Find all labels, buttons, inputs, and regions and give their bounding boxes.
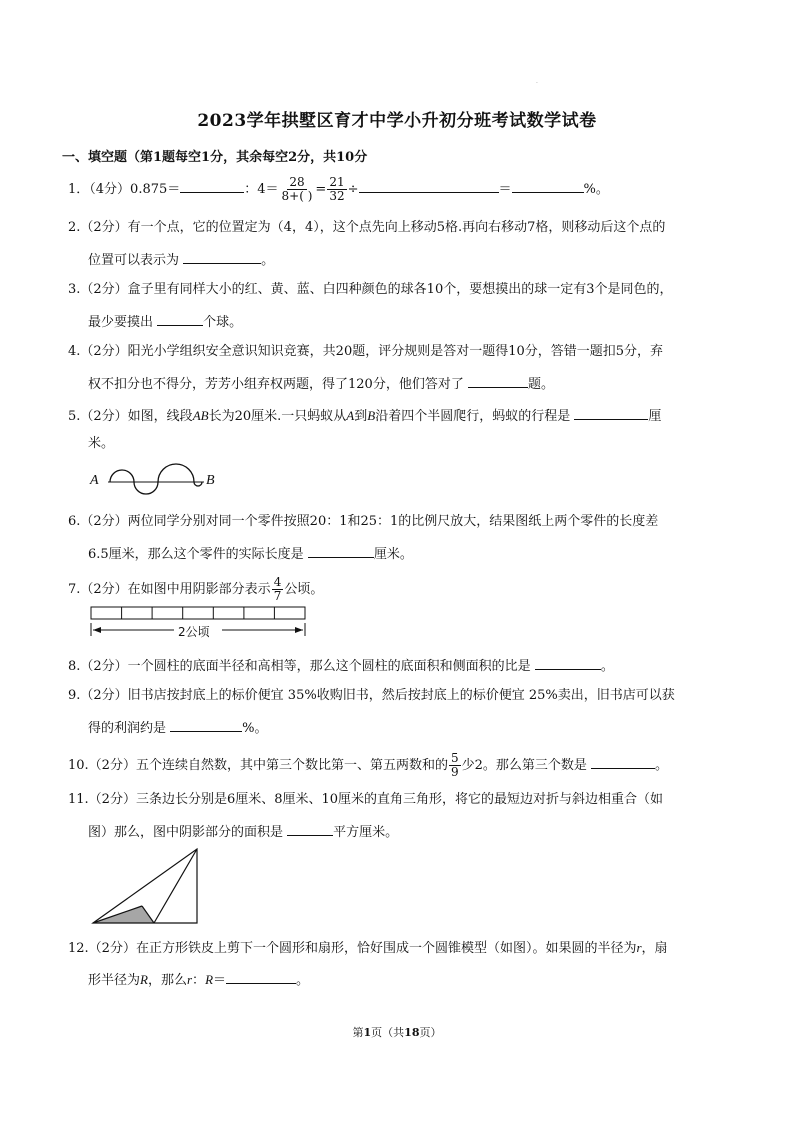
- question-12: [68, 940, 668, 957]
- question-6: 6.（2分）两位同学分别对同一个零件按照20：1和25：1的比例尺放大，结果图纸上两个零件的长度差: [68, 514, 659, 529]
- footer-text: 页）: [419, 1026, 442, 1039]
- answer-blank[interactable]: [183, 250, 261, 264]
- q5-text: 长为20厘米.一只蚂蚁从: [208, 409, 347, 424]
- fraction: [272, 576, 284, 603]
- answer-blank[interactable]: [226, 970, 296, 984]
- point-b-label: B: [206, 473, 215, 488]
- answer-blank[interactable]: [591, 755, 655, 769]
- question-8: [68, 656, 614, 675]
- q6-text: 厘米。: [373, 547, 413, 562]
- answer-blank[interactable]: [359, 179, 499, 193]
- section-heading: 一、填空题（第1题每空1分，其余每空2分，共10分: [62, 150, 368, 165]
- question-7: [68, 576, 323, 603]
- q6-text: 6.5厘米，那么这个零件的实际长度是: [88, 547, 304, 562]
- dimension-label: 2公顷: [178, 625, 210, 639]
- variable-R: R: [140, 972, 148, 987]
- footer-text: 页（共: [371, 1026, 405, 1039]
- question-9: 9.（2分）旧书店按封底上的标价便宜 35%收购旧书，然后按封底上的标价便宜 25%卖出，旧书店可以获: [68, 688, 675, 703]
- q4-text: 权不扣分也不得分，芳芳小组弃权两题，得了120分，他们答对了: [88, 377, 464, 392]
- answer-blank[interactable]: [535, 656, 601, 670]
- hectare-bar-figure: [90, 606, 308, 648]
- q7-text: 公顷。: [284, 582, 324, 597]
- answer-blank[interactable]: [468, 374, 528, 388]
- answer-blank[interactable]: [574, 406, 648, 420]
- bar-dividers: [122, 607, 275, 619]
- page-total: 18: [404, 1026, 420, 1039]
- q5-text: 厘: [648, 409, 662, 424]
- q1-text: 1．（4分）0.875＝: [68, 182, 181, 197]
- fraction-denominator: 8+( ): [281, 189, 313, 203]
- fraction-numerator: 21: [329, 175, 345, 189]
- q5-text: 沿着四个半圆爬行，蚂蚁的行程是: [375, 409, 571, 424]
- question-3: 3.（2分）盒子里有同样大小的红、黄、蓝、白四种颜色的球各10个，要想摸出的球一定有3个是同色的，: [68, 282, 673, 297]
- fraction-numerator: 28: [289, 175, 305, 189]
- point-label: B: [367, 408, 376, 423]
- question-11: 11.（2分）三条边长分别是6厘米、8厘米、10厘米的直角三角形，将它的最短边对折与斜边相重合（如: [68, 792, 664, 807]
- question-12-line2: [88, 970, 309, 989]
- page-footer: [0, 1024, 794, 1040]
- question-10: [68, 752, 668, 779]
- fraction-denominator: 9: [450, 765, 459, 779]
- fraction-denominator: 7: [273, 589, 282, 603]
- answer-blank[interactable]: [287, 822, 333, 836]
- question-2: 2.（2分）有一个点，它的位置定为（4，4），这个点先向上移动5格.再向右移动7格，则移动后这个点的: [68, 220, 666, 235]
- equals-sign: ＝: [498, 182, 512, 197]
- variable-R: R: [205, 972, 214, 987]
- page-number: 1: [363, 1026, 372, 1039]
- question-6-line2: [88, 544, 413, 563]
- fraction: [280, 176, 315, 203]
- q12-text: ，那么: [147, 973, 187, 988]
- right-triangle-figure: [90, 846, 202, 926]
- q8-text: 8.（2分）一个圆柱的底面半径和高相等，那么这个圆柱的底面积和侧面积的比是: [68, 659, 531, 674]
- q2-text: 。: [261, 253, 275, 268]
- variable-r: r: [186, 972, 193, 987]
- semicircle-1: [110, 470, 134, 482]
- q5-text: 5.（2分）如图，线段: [68, 409, 193, 424]
- q12-text: 。: [296, 973, 310, 988]
- q9-text: %。: [242, 721, 268, 736]
- q5-text: 到: [354, 409, 368, 424]
- semicircle-4: [194, 482, 202, 486]
- semicircle-3: [158, 464, 194, 482]
- question-1: [68, 176, 609, 203]
- fraction: [449, 752, 461, 779]
- q2-text: 位置可以表示为: [88, 253, 180, 268]
- q1-text: ：4＝: [244, 182, 279, 197]
- fold-line: [154, 849, 197, 923]
- point-a-label: A: [90, 473, 99, 488]
- bar-outline: [91, 607, 305, 619]
- question-11-line2: [88, 822, 398, 841]
- q4-text: 题。: [527, 377, 554, 392]
- page-title: 2023学年拱墅区育才中学小升初分班考试数学试卷: [197, 111, 597, 131]
- q1-text: %。: [583, 182, 609, 197]
- equals-sign: =: [315, 182, 327, 197]
- q12-text: 形半径为: [88, 973, 141, 988]
- semicircle-path-figure: [86, 460, 226, 504]
- answer-blank[interactable]: [512, 179, 584, 193]
- q10-text: 少2。那么第三个数是: [461, 758, 587, 773]
- semicircle-2: [134, 482, 158, 494]
- fraction-numerator: 5: [450, 751, 459, 765]
- q7-text: 7.（2分）在如图中用阴影部分表示: [68, 582, 271, 597]
- semicircles-diagram: [106, 460, 206, 504]
- q12-text: ，扇: [641, 941, 668, 956]
- arrow-right-icon: [295, 627, 303, 633]
- question-9-line2: [88, 718, 268, 737]
- q12-text: 12.（2分）在正方形铁皮上剪下一个圆形和扇形，恰好围成一个圆锥模型（如图）。如果圆的半径为: [68, 941, 637, 956]
- answer-blank[interactable]: [308, 544, 374, 558]
- fraction-denominator: 32: [329, 189, 345, 203]
- q10-text: 。: [655, 758, 669, 773]
- question-5: [68, 406, 661, 425]
- variable-r: r: [636, 940, 642, 955]
- equals-sign: ＝: [213, 973, 227, 988]
- q10-text: 10.（2分）五个连续自然数，其中第三个数比第一、第五两数和的: [68, 758, 448, 773]
- question-4-line2: [88, 374, 554, 393]
- arrow-left-icon: [93, 627, 101, 633]
- segment-label: AB: [192, 408, 209, 423]
- question-2-line2: [88, 250, 274, 269]
- q3-text: 最少要摸出: [88, 315, 154, 330]
- answer-blank[interactable]: [157, 312, 203, 326]
- divide-sign: ÷: [347, 182, 359, 197]
- q3-text: 个球。: [203, 315, 243, 330]
- q12-text: ：: [192, 973, 206, 988]
- answer-blank[interactable]: [180, 179, 244, 193]
- question-3-line2: [88, 312, 242, 331]
- point-label: A: [346, 408, 355, 423]
- fraction-numerator: 4: [273, 575, 282, 589]
- scan-dot: ·: [536, 80, 538, 87]
- question-4: 4.（2分）阳光小学组织安全意识知识竞赛，共20题，评分规则是答对一题得10分，答错一题扣5分，弃: [68, 344, 664, 359]
- q9-text: 得的利润约是: [88, 721, 167, 736]
- footer-text: 第: [352, 1026, 364, 1039]
- answer-blank[interactable]: [170, 718, 242, 732]
- q11-text: 图）那么，图中阴影部分的面积是: [88, 825, 284, 840]
- q8-text: 。: [600, 659, 614, 674]
- fraction: [327, 176, 346, 203]
- question-5-line2: 米。: [88, 436, 115, 451]
- q11-text: 平方厘米。: [333, 825, 399, 840]
